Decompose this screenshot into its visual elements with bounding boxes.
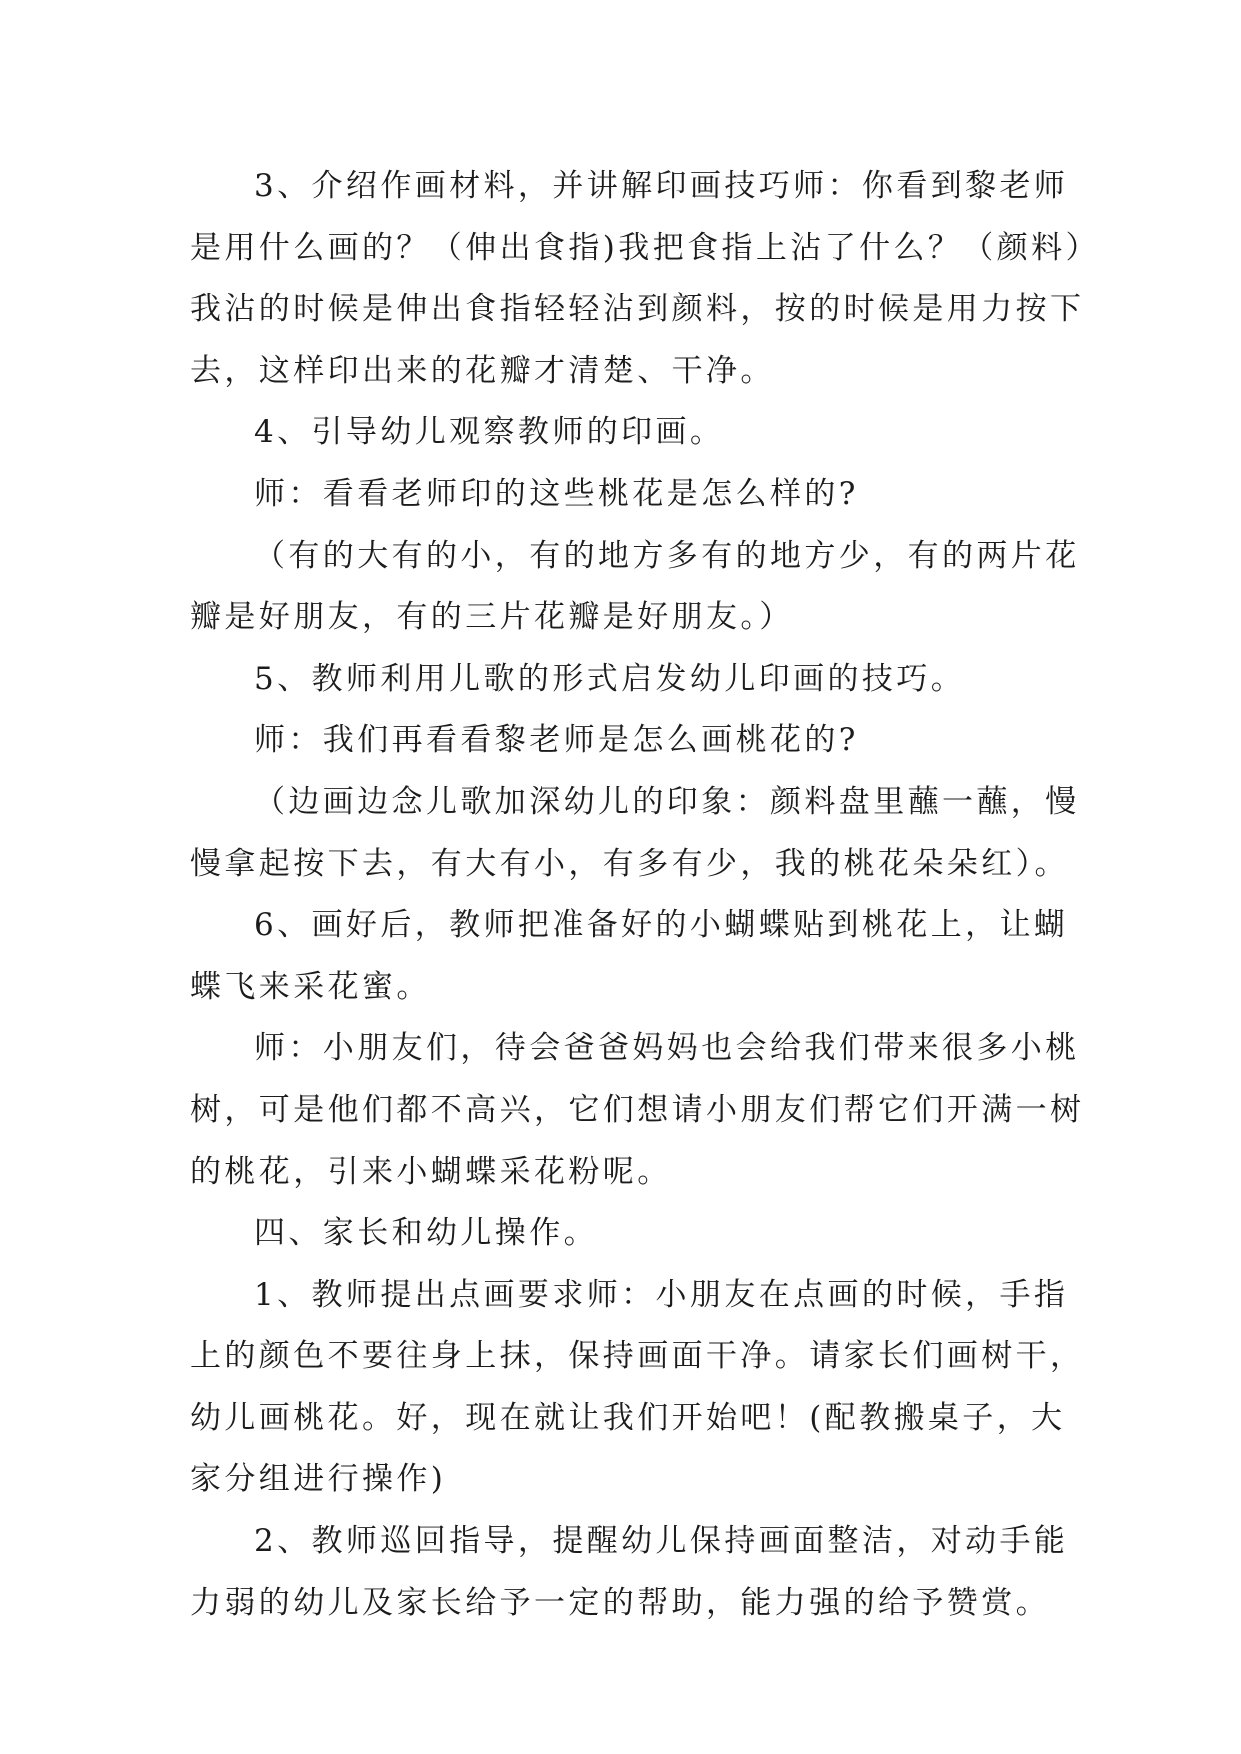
paragraph-4: 4、引导幼儿观察教师的印画。: [254, 414, 725, 451]
nursery-rhyme-line-2: 慢拿起按下去，有大有小，有多有少，我的桃花朵朵红）。: [190, 845, 1069, 882]
teacher-speech-line-1: 师：小朋友们，待会爸爸妈妈也会给我们带来很多小桃: [254, 1030, 1080, 1067]
teacher-speech-line-2: 树，可是他们都不高兴，它们想请小朋友们帮它们开满一树: [190, 1091, 1085, 1128]
step-2-line-2: 力弱的幼儿及家长给予一定的帮助，能力强的给予赞赏。: [190, 1584, 1050, 1621]
answer-1-line-1: （有的大有的小，有的地方多有的地方少，有的两片花: [254, 537, 1080, 574]
paragraph-3-line-1: 3、介绍作画材料，并讲解印画技巧师：你看到黎老师: [254, 168, 1069, 204]
document-body: [190, 156, 1100, 1634]
step-1-line-3: 幼儿画桃花。好，现在就让我们开始吧！(配教搬桌子，大: [190, 1399, 1066, 1436]
paragraph-6-line-1: 6、画好后，教师把准备好的小蝴蝶贴到桃花上，让蝴: [254, 907, 1069, 944]
teacher-question-2: 师：我们再看看黎老师是怎么画桃花的?: [254, 722, 859, 759]
step-1-line-1: 1、教师提出点画要求师：小朋友在点画的时候，手指: [254, 1276, 1069, 1313]
step-1-line-2: 上的颜色不要往身上抹，保持画面干净。请家长们画树干，: [190, 1338, 1085, 1375]
paragraph-5: 5、教师利用儿歌的形式启发幼儿印画的技巧。: [254, 660, 966, 697]
teacher-question-1: 师：看看老师印的这些桃花是怎么样的?: [254, 475, 859, 512]
paragraph-3-line-3: 我沾的时候是伸出食指轻轻沾到颜料，按的时候是用力按下: [190, 291, 1085, 328]
step-2-line-1: 2、教师巡回指导，提醒幼儿保持画面整洁，对动手能: [254, 1523, 1069, 1560]
answer-1-line-2: 瓣是好朋友，有的三片花瓣是好朋友。）: [190, 599, 794, 636]
paragraph-3-line-4: 去，这样印出来的花瓣才清楚、干净。: [190, 352, 775, 389]
section-heading-4: 四、家长和幼儿操作。: [254, 1215, 598, 1252]
teacher-speech-line-3: 的桃花，引来小蝴蝶采花粉呢。: [190, 1153, 672, 1190]
paragraph-6-line-2: 蝶飞来采花蜜。: [190, 968, 431, 1005]
step-1-line-4: 家分组进行操作): [190, 1461, 447, 1498]
nursery-rhyme-line-1: （边画边念儿歌加深幼儿的印象：颜料盘里蘸一蘸，慢: [254, 783, 1080, 820]
paragraph-3-line-2: 是用什么画的？（伸出食指)我把食指上沾了什么？（颜料）: [190, 229, 1100, 266]
